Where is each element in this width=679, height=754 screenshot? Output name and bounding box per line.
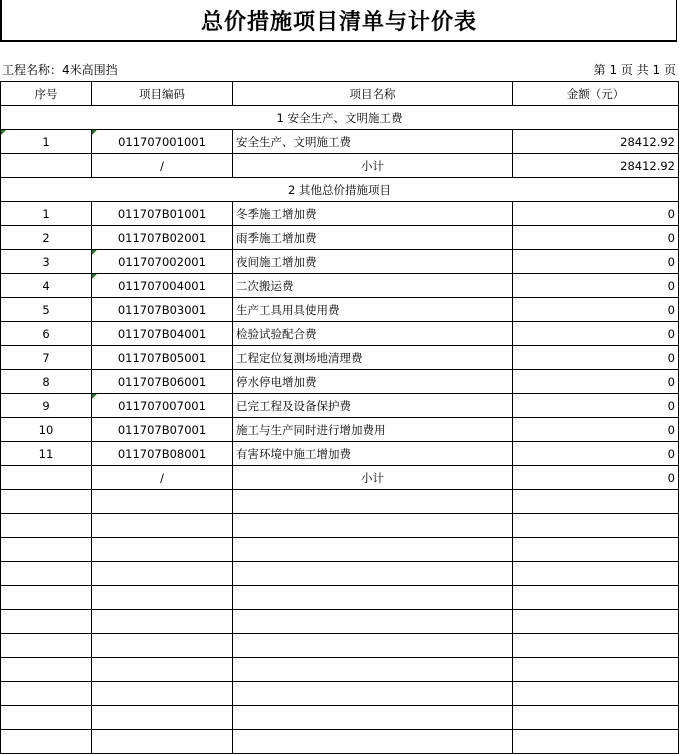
row-no-cell[interactable]: 4: [1, 274, 92, 298]
subtotal-row: [1, 154, 679, 178]
row-code-cell-text: 011707004001: [118, 278, 206, 293]
empty-cell[interactable]: [233, 490, 513, 514]
table-body: [1, 82, 679, 754]
empty-cell[interactable]: [233, 682, 513, 706]
empty-cell[interactable]: [1, 514, 92, 538]
row-code-cell-text: 011707001001: [118, 134, 206, 149]
table-row: [1, 226, 679, 250]
section-heading-row: [1, 178, 679, 202]
empty-cell[interactable]: [513, 514, 679, 538]
table-title: 总价措施项目清单与计价表: [200, 8, 477, 35]
empty-cell[interactable]: [233, 610, 513, 634]
row-name-cell[interactable]: 安全生产、文明施工费: [233, 130, 513, 154]
row-code-cell[interactable]: [92, 394, 233, 418]
subtotal-code-cell[interactable]: /: [92, 154, 233, 178]
row-no-cell[interactable]: 9: [1, 394, 92, 418]
empty-row: [1, 634, 679, 658]
empty-row: [1, 514, 679, 538]
table-row: [1, 274, 679, 298]
empty-cell[interactable]: [513, 658, 679, 682]
empty-cell[interactable]: [513, 538, 679, 562]
row-amount-cell[interactable]: 0: [513, 298, 679, 322]
empty-row: [1, 538, 679, 562]
row-code-cell-text: 011707002001: [118, 254, 206, 269]
row-name-cell[interactable]: 施工与生产同时进行增加费用: [233, 418, 513, 442]
subtotal-amount-cell[interactable]: 0: [513, 466, 679, 490]
empty-cell[interactable]: [92, 562, 233, 586]
table-row: [1, 130, 679, 154]
empty-cell[interactable]: [513, 586, 679, 610]
empty-cell[interactable]: [513, 490, 679, 514]
empty-cell[interactable]: [1, 538, 92, 562]
empty-cell[interactable]: [513, 706, 679, 730]
row-code-cell[interactable]: 011707B03001: [92, 298, 233, 322]
row-code-cell[interactable]: [92, 250, 233, 274]
row-code-cell[interactable]: [92, 130, 233, 154]
empty-cell[interactable]: [513, 682, 679, 706]
row-name-cell[interactable]: 工程定位复测场地清理费: [233, 346, 513, 370]
table-row: [1, 202, 679, 226]
table-row: [1, 370, 679, 394]
row-amount-cell[interactable]: 0: [513, 226, 679, 250]
row-name-cell[interactable]: 检验试验配合费: [233, 322, 513, 346]
empty-cell[interactable]: [233, 514, 513, 538]
table-row: [1, 322, 679, 346]
cell-note-marker: [92, 274, 97, 279]
table-row: [1, 418, 679, 442]
empty-cell[interactable]: [92, 634, 233, 658]
subtotal-empty-cell[interactable]: [1, 466, 92, 490]
row-no-cell[interactable]: 5: [1, 298, 92, 322]
row-code-cell[interactable]: 011707B05001: [92, 346, 233, 370]
header-row: [1, 82, 679, 106]
empty-cell[interactable]: [513, 730, 679, 754]
empty-row: [1, 706, 679, 730]
empty-row: [1, 490, 679, 514]
empty-row: [1, 610, 679, 634]
row-amount-cell[interactable]: 0: [513, 346, 679, 370]
header-cell-no[interactable]: 序号: [1, 82, 92, 106]
table-row: [1, 298, 679, 322]
header-cell-amount[interactable]: 金额（元）: [513, 82, 679, 106]
empty-cell[interactable]: [1, 586, 92, 610]
empty-cell[interactable]: [1, 706, 92, 730]
row-no-cell[interactable]: 6: [1, 322, 92, 346]
row-no-cell[interactable]: 10: [1, 418, 92, 442]
subtotal-label-cell[interactable]: 小计: [233, 154, 513, 178]
empty-cell[interactable]: [92, 730, 233, 754]
row-name-cell[interactable]: 停水停电增加费: [233, 370, 513, 394]
row-no-cell[interactable]: 7: [1, 346, 92, 370]
row-code-cell[interactable]: 011707B04001: [92, 322, 233, 346]
row-name-cell[interactable]: 雨季施工增加费: [233, 226, 513, 250]
row-no-cell-text: 1: [42, 134, 50, 149]
empty-row: [1, 658, 679, 682]
project-name: 工程名称：4米高围挡: [2, 63, 118, 77]
empty-cell[interactable]: [1, 634, 92, 658]
empty-cell[interactable]: [92, 490, 233, 514]
row-no-cell[interactable]: 1: [1, 202, 92, 226]
cell-note-marker: [92, 250, 97, 255]
row-code-cell[interactable]: [92, 274, 233, 298]
page-info: 第 1 页 共 1 页: [593, 63, 676, 77]
row-name-cell[interactable]: 生产工具用具使用费: [233, 298, 513, 322]
empty-row: [1, 730, 679, 754]
title-box: [0, 0, 677, 42]
row-name-cell[interactable]: 二次搬运费: [233, 274, 513, 298]
empty-cell[interactable]: [233, 730, 513, 754]
empty-cell[interactable]: [92, 610, 233, 634]
row-amount-cell[interactable]: 0: [513, 274, 679, 298]
empty-row: [1, 562, 679, 586]
row-no-cell[interactable]: 2: [1, 226, 92, 250]
row-code-cell-text: 011707007001: [118, 398, 206, 413]
row-code-cell[interactable]: 011707B06001: [92, 370, 233, 394]
empty-cell[interactable]: [92, 514, 233, 538]
empty-cell[interactable]: [513, 562, 679, 586]
table-row: [1, 394, 679, 418]
empty-cell[interactable]: [233, 538, 513, 562]
empty-cell[interactable]: [233, 658, 513, 682]
header-cell-name[interactable]: 项目名称: [233, 82, 513, 106]
row-no-cell[interactable]: [1, 130, 92, 154]
subtotal-amount-cell[interactable]: 28412.92: [513, 154, 679, 178]
row-amount-cell[interactable]: 0: [513, 442, 679, 466]
row-amount-cell[interactable]: 28412.92: [513, 130, 679, 154]
subtotal-code-cell[interactable]: /: [92, 466, 233, 490]
header-cell-code[interactable]: 项目编码: [92, 82, 233, 106]
empty-cell[interactable]: [1, 610, 92, 634]
empty-cell[interactable]: [92, 706, 233, 730]
row-amount-cell[interactable]: 0: [513, 202, 679, 226]
empty-cell[interactable]: [92, 586, 233, 610]
empty-row: [1, 586, 679, 610]
row-name-cell[interactable]: 已完工程及设备保护费: [233, 394, 513, 418]
cell-note-marker: [92, 394, 97, 399]
subtotal-row: [1, 466, 679, 490]
table-row: [1, 250, 679, 274]
subtotal-label-cell[interactable]: 小计: [233, 466, 513, 490]
cell-note-marker: [92, 130, 97, 135]
subtotal-empty-cell[interactable]: [1, 154, 92, 178]
empty-cell[interactable]: [233, 634, 513, 658]
empty-cell[interactable]: [1, 682, 92, 706]
empty-row: [1, 682, 679, 706]
pricing-table: [0, 81, 679, 754]
empty-cell[interactable]: [513, 610, 679, 634]
empty-cell[interactable]: [233, 562, 513, 586]
row-no-cell[interactable]: 11: [1, 442, 92, 466]
row-name-cell[interactable]: 夜间施工增加费: [233, 250, 513, 274]
section-heading-row: [1, 106, 679, 130]
row-code-cell[interactable]: 011707B08001: [92, 442, 233, 466]
row-no-cell[interactable]: 3: [1, 250, 92, 274]
empty-cell[interactable]: [1, 562, 92, 586]
empty-cell[interactable]: [1, 658, 92, 682]
empty-cell[interactable]: [233, 586, 513, 610]
row-no-cell[interactable]: 8: [1, 370, 92, 394]
empty-cell[interactable]: [513, 634, 679, 658]
empty-cell[interactable]: [1, 730, 92, 754]
row-name-cell[interactable]: 冬季施工增加费: [233, 202, 513, 226]
row-code-cell[interactable]: 011707B07001: [92, 418, 233, 442]
section-heading[interactable]: 2 其他总价措施项目: [1, 178, 679, 202]
row-amount-cell[interactable]: 0: [513, 322, 679, 346]
empty-cell[interactable]: [233, 706, 513, 730]
cell-note-marker: [1, 130, 6, 135]
empty-cell[interactable]: [92, 658, 233, 682]
row-amount-cell[interactable]: 0: [513, 394, 679, 418]
table-row: [1, 346, 679, 370]
empty-cell[interactable]: [92, 538, 233, 562]
empty-cell[interactable]: [92, 682, 233, 706]
row-name-cell[interactable]: 有害环境中施工增加费: [233, 442, 513, 466]
row-amount-cell[interactable]: 0: [513, 370, 679, 394]
row-amount-cell[interactable]: 0: [513, 418, 679, 442]
row-code-cell[interactable]: 011707B01001: [92, 202, 233, 226]
section-heading[interactable]: 1 安全生产、文明施工费: [1, 106, 679, 130]
row-code-cell[interactable]: 011707B02001: [92, 226, 233, 250]
table-row: [1, 442, 679, 466]
empty-cell[interactable]: [1, 490, 92, 514]
row-amount-cell[interactable]: 0: [513, 250, 679, 274]
